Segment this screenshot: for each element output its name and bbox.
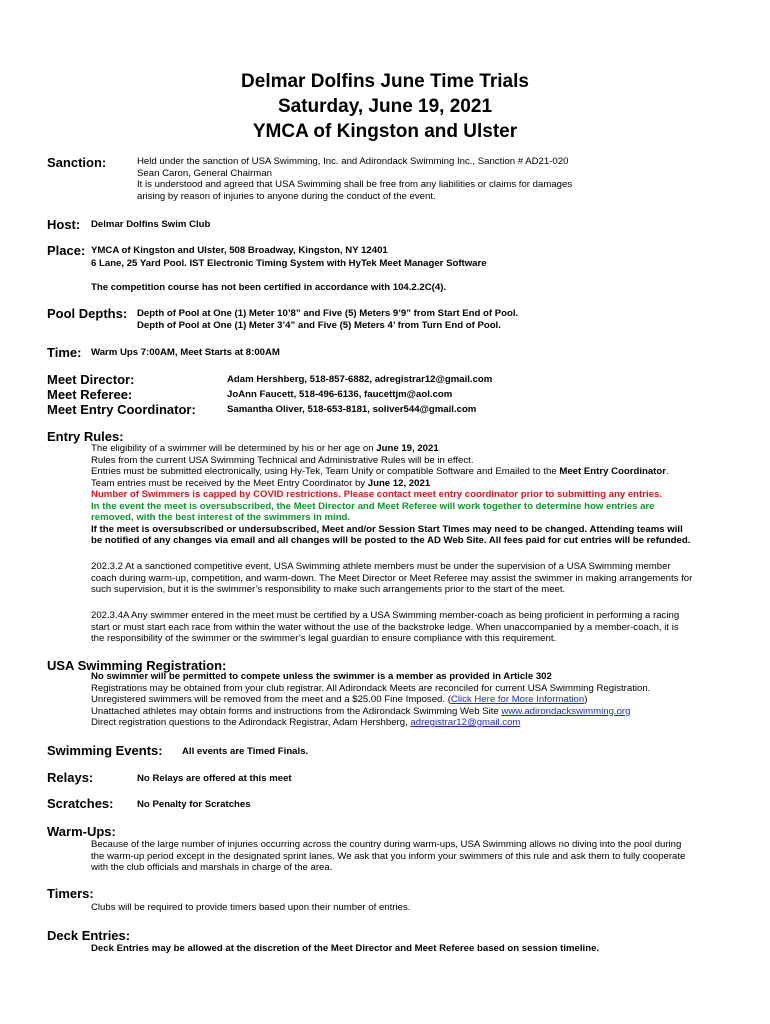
pool-depth-start: Depth of Pool at One (1) Meter 10’8” and Five (5) Meters 9’9” from Start End of Pool.	[137, 308, 519, 319]
registration-line: Direct registration questions to the Adirondack Registrar, Adam Hershberg, adregistrar12@gmail.com	[91, 717, 521, 728]
sanction-line: Sean Caron, General Chairman	[137, 167, 272, 179]
entry-rules-line: Team entries must be received by the Meet Entry Coordinator by June 12, 2021	[91, 477, 431, 489]
oversubscribed-notice: removed, with the best interest of the swimmers in mind.	[91, 512, 351, 523]
pool-depths-label: Pool Depths:	[47, 306, 128, 321]
sanction-label: Sanction:	[47, 155, 107, 170]
entry-coordinator-label: Meet Entry Coordinator:	[47, 402, 196, 417]
rule-line: the responsibility of the swimmer or the swimmer’s legal guardian to ensure compliance with this requirement.	[91, 633, 557, 644]
rule-line: 202.3.4A Any swimmer entered in the meet must be certified by a USA Swimming member-coach as being proficient in performing a racing	[91, 610, 680, 621]
place-address: YMCA of Kingston and Ulster, 508 Broadway, Kingston, NY 12401	[91, 245, 388, 256]
meet-date: Saturday, June 19, 2021	[277, 96, 493, 117]
place-label: Place:	[47, 243, 86, 258]
deck-entries-value: Deck Entries may be allowed at the discretion of the Meet Director and Meet Referee based on session timeline.	[91, 943, 600, 954]
meet-referee-value: JoAnn Faucett, 518-496-6136, faucettjm@aol.com	[227, 389, 453, 400]
registration-text	[91, 671, 650, 729]
time-value: Warm Ups 7:00AM, Meet Starts at 8:00AM	[91, 347, 280, 358]
warmups-text	[91, 839, 685, 874]
registration-label: USA Swimming Registration:	[47, 658, 227, 673]
place-pool-info: 6 Lane, 25 Yard Pool. IST Electronic Timing System with HyTek Meet Manager Software	[91, 258, 487, 269]
rule-line: coach during warm-up, competition, and warm-down. The Meet Director or Meet Referee may assist the swimmer in making arrangements for	[91, 572, 693, 584]
warmups-label: Warm-Ups:	[47, 824, 116, 839]
schedule-change-notice: If the meet is oversubscribed or undersubscribed, Meet and/or Session Start Times may need to be changed. Attending teams will	[91, 523, 683, 535]
sanction-line: Held under the sanction of USA Swimming, Inc. and Adirondack Swimming Inc., Sanction # AD21-020	[137, 156, 569, 167]
registration-line: Unregistered swimmers will be removed from the meet and a $25.00 Fine Imposed. (Click Here for More Information)	[91, 694, 588, 705]
meet-director-value: Adam Hershberg, 518-857-6882, adregistrar12@gmail.com	[227, 374, 493, 385]
meet-title: Delmar Dolfins June Time Trials	[241, 71, 529, 92]
rule-202-3-2	[91, 561, 692, 596]
registration-line: Registrations may be obtained from your club registrar. All Adirondack Meets are reconciled for current USA Swimming Registration.	[91, 682, 651, 694]
warmups-line: with the club officials and marshals in charge of the area.	[91, 862, 333, 873]
rule-line: start or must start each race from within the water without the use of the backstroke ledge. When unaccompanied by a member-coach, it is	[91, 621, 679, 633]
entry-rules-label: Entry Rules:	[47, 429, 124, 444]
rule-line: 202.3.2 At a sanctioned competitive event, USA Swimming athlete members must be under the supervision of a USA Swimming member	[91, 561, 671, 572]
meet-referee-label: Meet Referee:	[47, 387, 133, 402]
meet-venue: YMCA of Kingston and Ulster	[252, 121, 518, 142]
warmups-line: Because of the large number of injuries occurring across the country during warm-ups, USA Swimming allows no diving into the pool during	[91, 839, 682, 850]
registrar-email-link[interactable]: adregistrar12@gmail.com	[410, 717, 521, 728]
relays-label: Relays:	[47, 770, 94, 785]
entry-rules-line: Rules from the current USA Swimming Technical and Administrative Rules will be in effect.	[91, 454, 474, 466]
entry-rules-text	[91, 443, 690, 547]
entry-coordinator-value: Samantha Oliver, 518-653-8181, soliver544@gmail.com	[227, 404, 477, 415]
adirondack-website-link[interactable]: www.adirondackswimming.org	[501, 705, 631, 717]
entry-rules-line: The eligibility of a swimmer will be determined by his or her age on June 19, 2021	[91, 443, 439, 454]
pool-depth-turn: Depth of Pool at One (1) Meter 3’4” and Five (5) Meters 4’ from Turn End of Pool.	[137, 320, 501, 331]
host-value: Delmar Dolfins Swim Club	[91, 219, 211, 230]
meet-director-label: Meet Director:	[47, 372, 135, 387]
warmups-line: the warm-up period except in the designated sprint lanes. We ask that you inform your swimmers of this rule and ask them to fully cooperate	[91, 850, 686, 862]
scratches-label: Scratches:	[47, 796, 114, 811]
host-label: Host:	[47, 217, 81, 232]
course-certification: The competition course has not been certified in accordance with 104.2.2C(4).	[91, 282, 447, 293]
entry-rules-line: Entries must be submitted electronically, using Hy-Tek, Team Unify or compatible Software and Emailed to the Meet Entry Coordinator.	[91, 466, 669, 477]
membership-requirement: No swimmer will be permitted to compete unless the swimmer is a member as provided in Article 302	[91, 671, 552, 682]
rule-line: such supervision, but it is the swimmer’s responsibility to make such arrangements prior to the start of the meet.	[91, 584, 566, 595]
oversubscribed-notice: In the event the meet is oversubscribed, the Meet Director and Meet Referee will work together to determine how entries are	[91, 500, 655, 512]
sanction-text	[137, 156, 572, 202]
sanction-line: arising by reason of injuries to anyone during the conduct of the event.	[137, 190, 436, 202]
relays-value: No Relays are offered at this meet	[137, 773, 292, 784]
scratches-value: No Penalty for Scratches	[137, 799, 251, 810]
timers-value: Clubs will be required to provide timers based upon their number of entries.	[91, 902, 411, 913]
sanction-line: It is understood and agreed that USA Swimming shall be free from any liabilities or claims for damages	[137, 179, 573, 190]
schedule-change-notice: be notified of any changes via email and all changes will be posted to the AD Web Site. All fees paid for cut entries will be refunded.	[91, 535, 691, 546]
swimming-events-value: All events are Timed Finals.	[182, 746, 309, 757]
more-info-link[interactable]: Click Here for More Information	[450, 694, 585, 705]
registration-line: Unattached athletes may obtain forms and instructions from the Adirondack Swimming Web Site www.adirondackswimming.org	[91, 705, 631, 717]
deck-entries-label: Deck Entries:	[47, 928, 131, 943]
swimming-events-label: Swimming Events:	[47, 743, 163, 758]
covid-cap-notice: Number of Swimmers is capped by COVID restrictions. Please contact meet entry coordinator prior to submitting any entries.	[91, 489, 662, 500]
rule-202-3-4a	[91, 610, 679, 645]
time-label: Time:	[47, 345, 82, 360]
timers-label: Timers:	[47, 886, 94, 901]
